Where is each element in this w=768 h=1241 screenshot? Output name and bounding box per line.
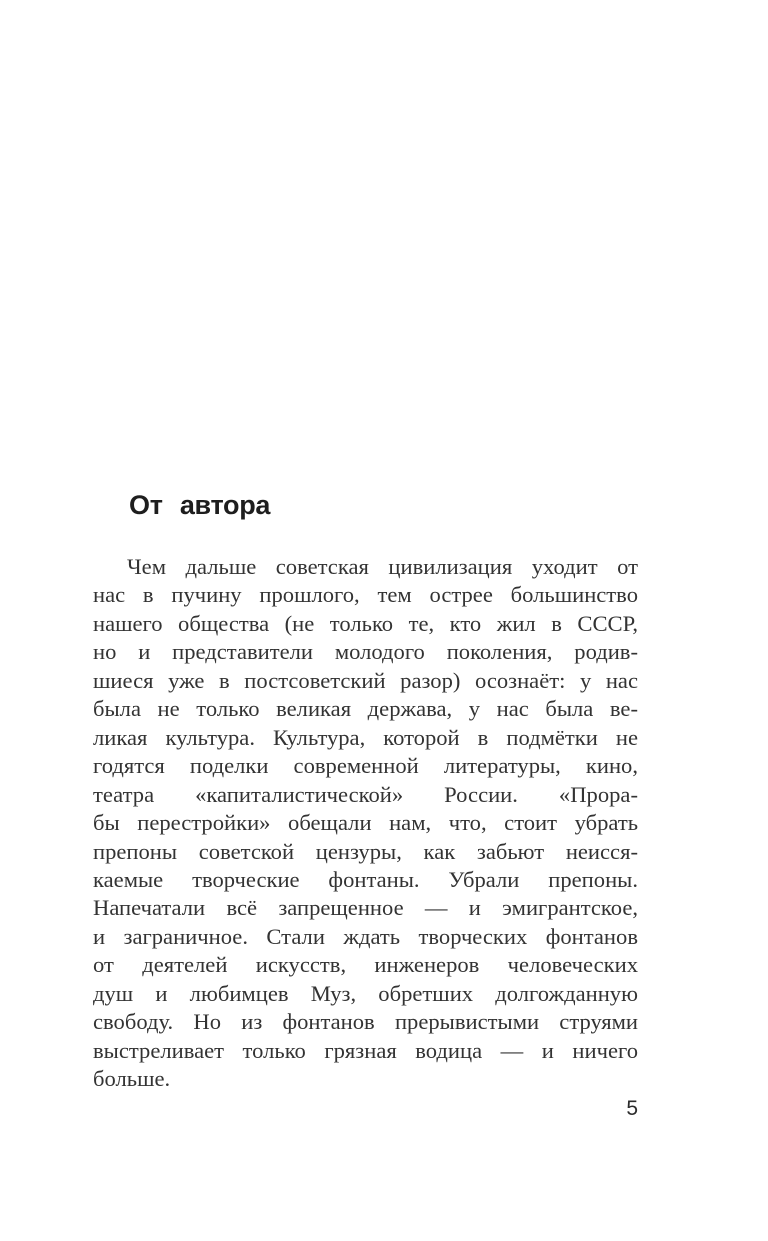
paragraph-line: каемые творческие фонтаны. Убрали препоны. xyxy=(93,866,638,892)
paragraph-line: Напечатали всё запрещенное — и эмигрантское, xyxy=(93,895,638,921)
paragraph-line: но и представители молодого поколения, родив- xyxy=(93,639,638,665)
paragraph xyxy=(93,553,638,1094)
paragraph-line: Чем дальше советская цивилизация уходит от xyxy=(127,554,638,579)
paragraph-line: больше. xyxy=(93,1066,171,1092)
paragraph-line: душ и любимцев Муз, обретших долгожданную xyxy=(93,980,638,1006)
paragraph-line: препоны советской цензуры, как забьют неисся- xyxy=(93,838,638,864)
paragraph-line: была не только великая держава, у нас была ве- xyxy=(93,696,638,722)
paragraph-line: театра «капиталистической» России. «Прора- xyxy=(93,781,638,807)
page-number: 5 xyxy=(626,1097,638,1120)
paragraph-line: свободу. Но из фонтанов прерывистыми струями xyxy=(93,1009,638,1035)
paragraph-line: нас в пучину прошлого, тем острее большинство xyxy=(93,582,638,608)
paragraph-line: и заграничное. Стали ждать творческих фонтанов xyxy=(93,923,638,949)
paragraph-line: шиеся уже в постсоветский разор) осознаёт: у нас xyxy=(93,667,638,693)
paragraph-line: нашего общества (не только те, кто жил в СССР, xyxy=(93,610,638,636)
chapter-title: От автора xyxy=(129,490,271,521)
paragraph-line: выстреливает только грязная водица — и ничего xyxy=(93,1037,638,1063)
paragraph-line: бы перестройки» обещали нам, что, стоит убрать xyxy=(93,810,638,836)
page-number-row xyxy=(93,1097,638,1121)
paragraph-line: ликая культура. Культура, которой в подмётки не xyxy=(93,724,638,750)
paragraph-line: годятся поделки современной литературы, кино, xyxy=(93,753,638,779)
paragraph-line: от деятелей искусств, инженеров человеческих xyxy=(93,952,638,978)
